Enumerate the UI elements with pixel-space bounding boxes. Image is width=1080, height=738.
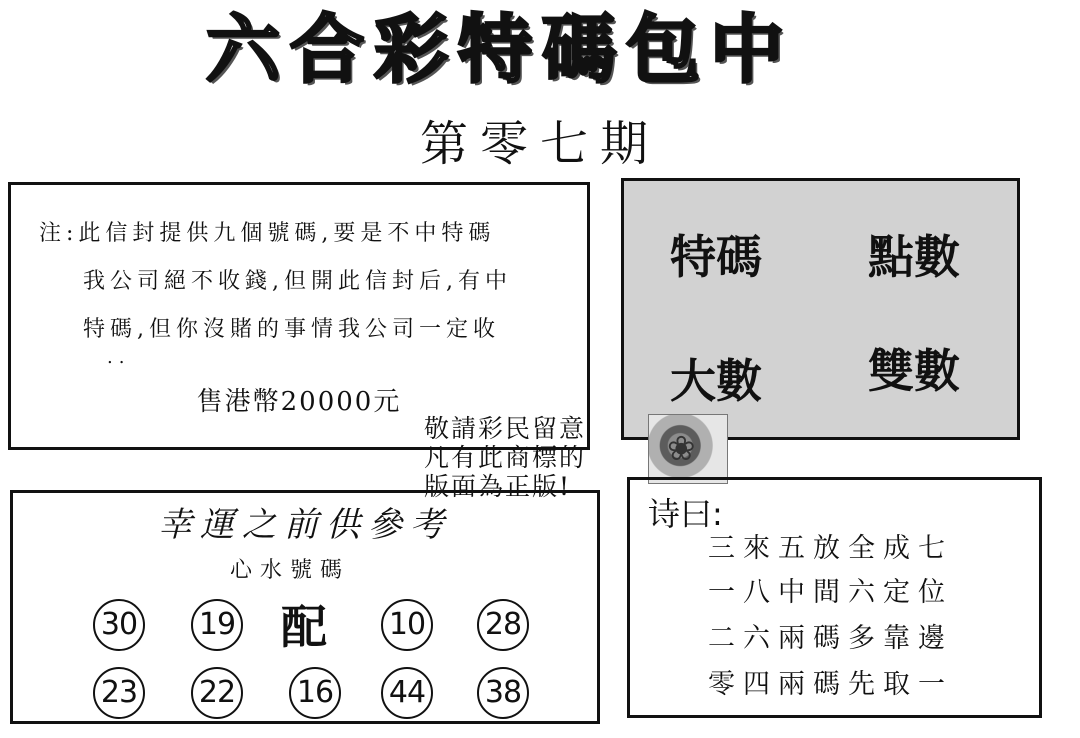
lucky-title: 幸運之前供參考 bbox=[158, 505, 452, 545]
feature-special-code: 特碼 bbox=[670, 230, 762, 284]
feature-big-number: 大數 bbox=[670, 354, 762, 408]
trademark-note bbox=[424, 414, 630, 501]
dragon-icon: ❀ bbox=[667, 429, 696, 469]
notice-dots: .. bbox=[107, 347, 131, 368]
lucky-number: 10 bbox=[381, 599, 433, 651]
trademark-note-line-2: 凡有此商標的 bbox=[424, 443, 587, 472]
trademark-logo-icon bbox=[648, 414, 728, 484]
poem-line-4: 零四兩碼先取一 bbox=[708, 669, 953, 700]
poem-heading: 诗曰: bbox=[648, 495, 723, 533]
poem-box bbox=[627, 477, 1042, 718]
lucky-number: 22 bbox=[191, 667, 243, 719]
lucky-numbers-box bbox=[10, 490, 600, 724]
pair-connector: 配 bbox=[281, 600, 327, 654]
lucky-number: 19 bbox=[191, 599, 243, 651]
poem-line-1: 三來五放全成七 bbox=[708, 533, 953, 564]
lucky-subtitle: 心水號碼 bbox=[229, 558, 350, 583]
features-panel bbox=[621, 178, 1020, 440]
lucky-number: 38 bbox=[477, 667, 529, 719]
lucky-number: 30 bbox=[93, 599, 145, 651]
feature-points: 點數 bbox=[868, 230, 960, 284]
poem-line-3: 二六兩碼多靠邊 bbox=[708, 623, 953, 654]
lucky-number: 16 bbox=[289, 667, 341, 719]
trademark-note-line-1: 敬請彩民留意 bbox=[424, 414, 587, 443]
notice-box bbox=[8, 182, 590, 450]
lucky-number: 23 bbox=[93, 667, 145, 719]
lucky-number: 28 bbox=[477, 599, 529, 651]
notice-line-2: 我公司絕不收錢,但開此信封后,有中 bbox=[83, 269, 512, 294]
poem-line-2: 一八中間六定位 bbox=[708, 577, 953, 608]
feature-even-number: 雙數 bbox=[868, 344, 960, 398]
price-text: 售港幣20000元 bbox=[196, 387, 402, 417]
issue-number: 第零七期 bbox=[419, 116, 660, 172]
trademark-note-line-3: 版面為正版! bbox=[424, 472, 572, 501]
notice-line-1: 注:此信封提供九個號碼,要是不中特碼 bbox=[39, 221, 496, 246]
notice-line-3: 特碼,但你沒賭的事情我公司一定收 bbox=[83, 317, 500, 342]
lucky-number: 44 bbox=[381, 667, 433, 719]
main-title: 六合彩特碼包中 bbox=[206, 7, 794, 93]
